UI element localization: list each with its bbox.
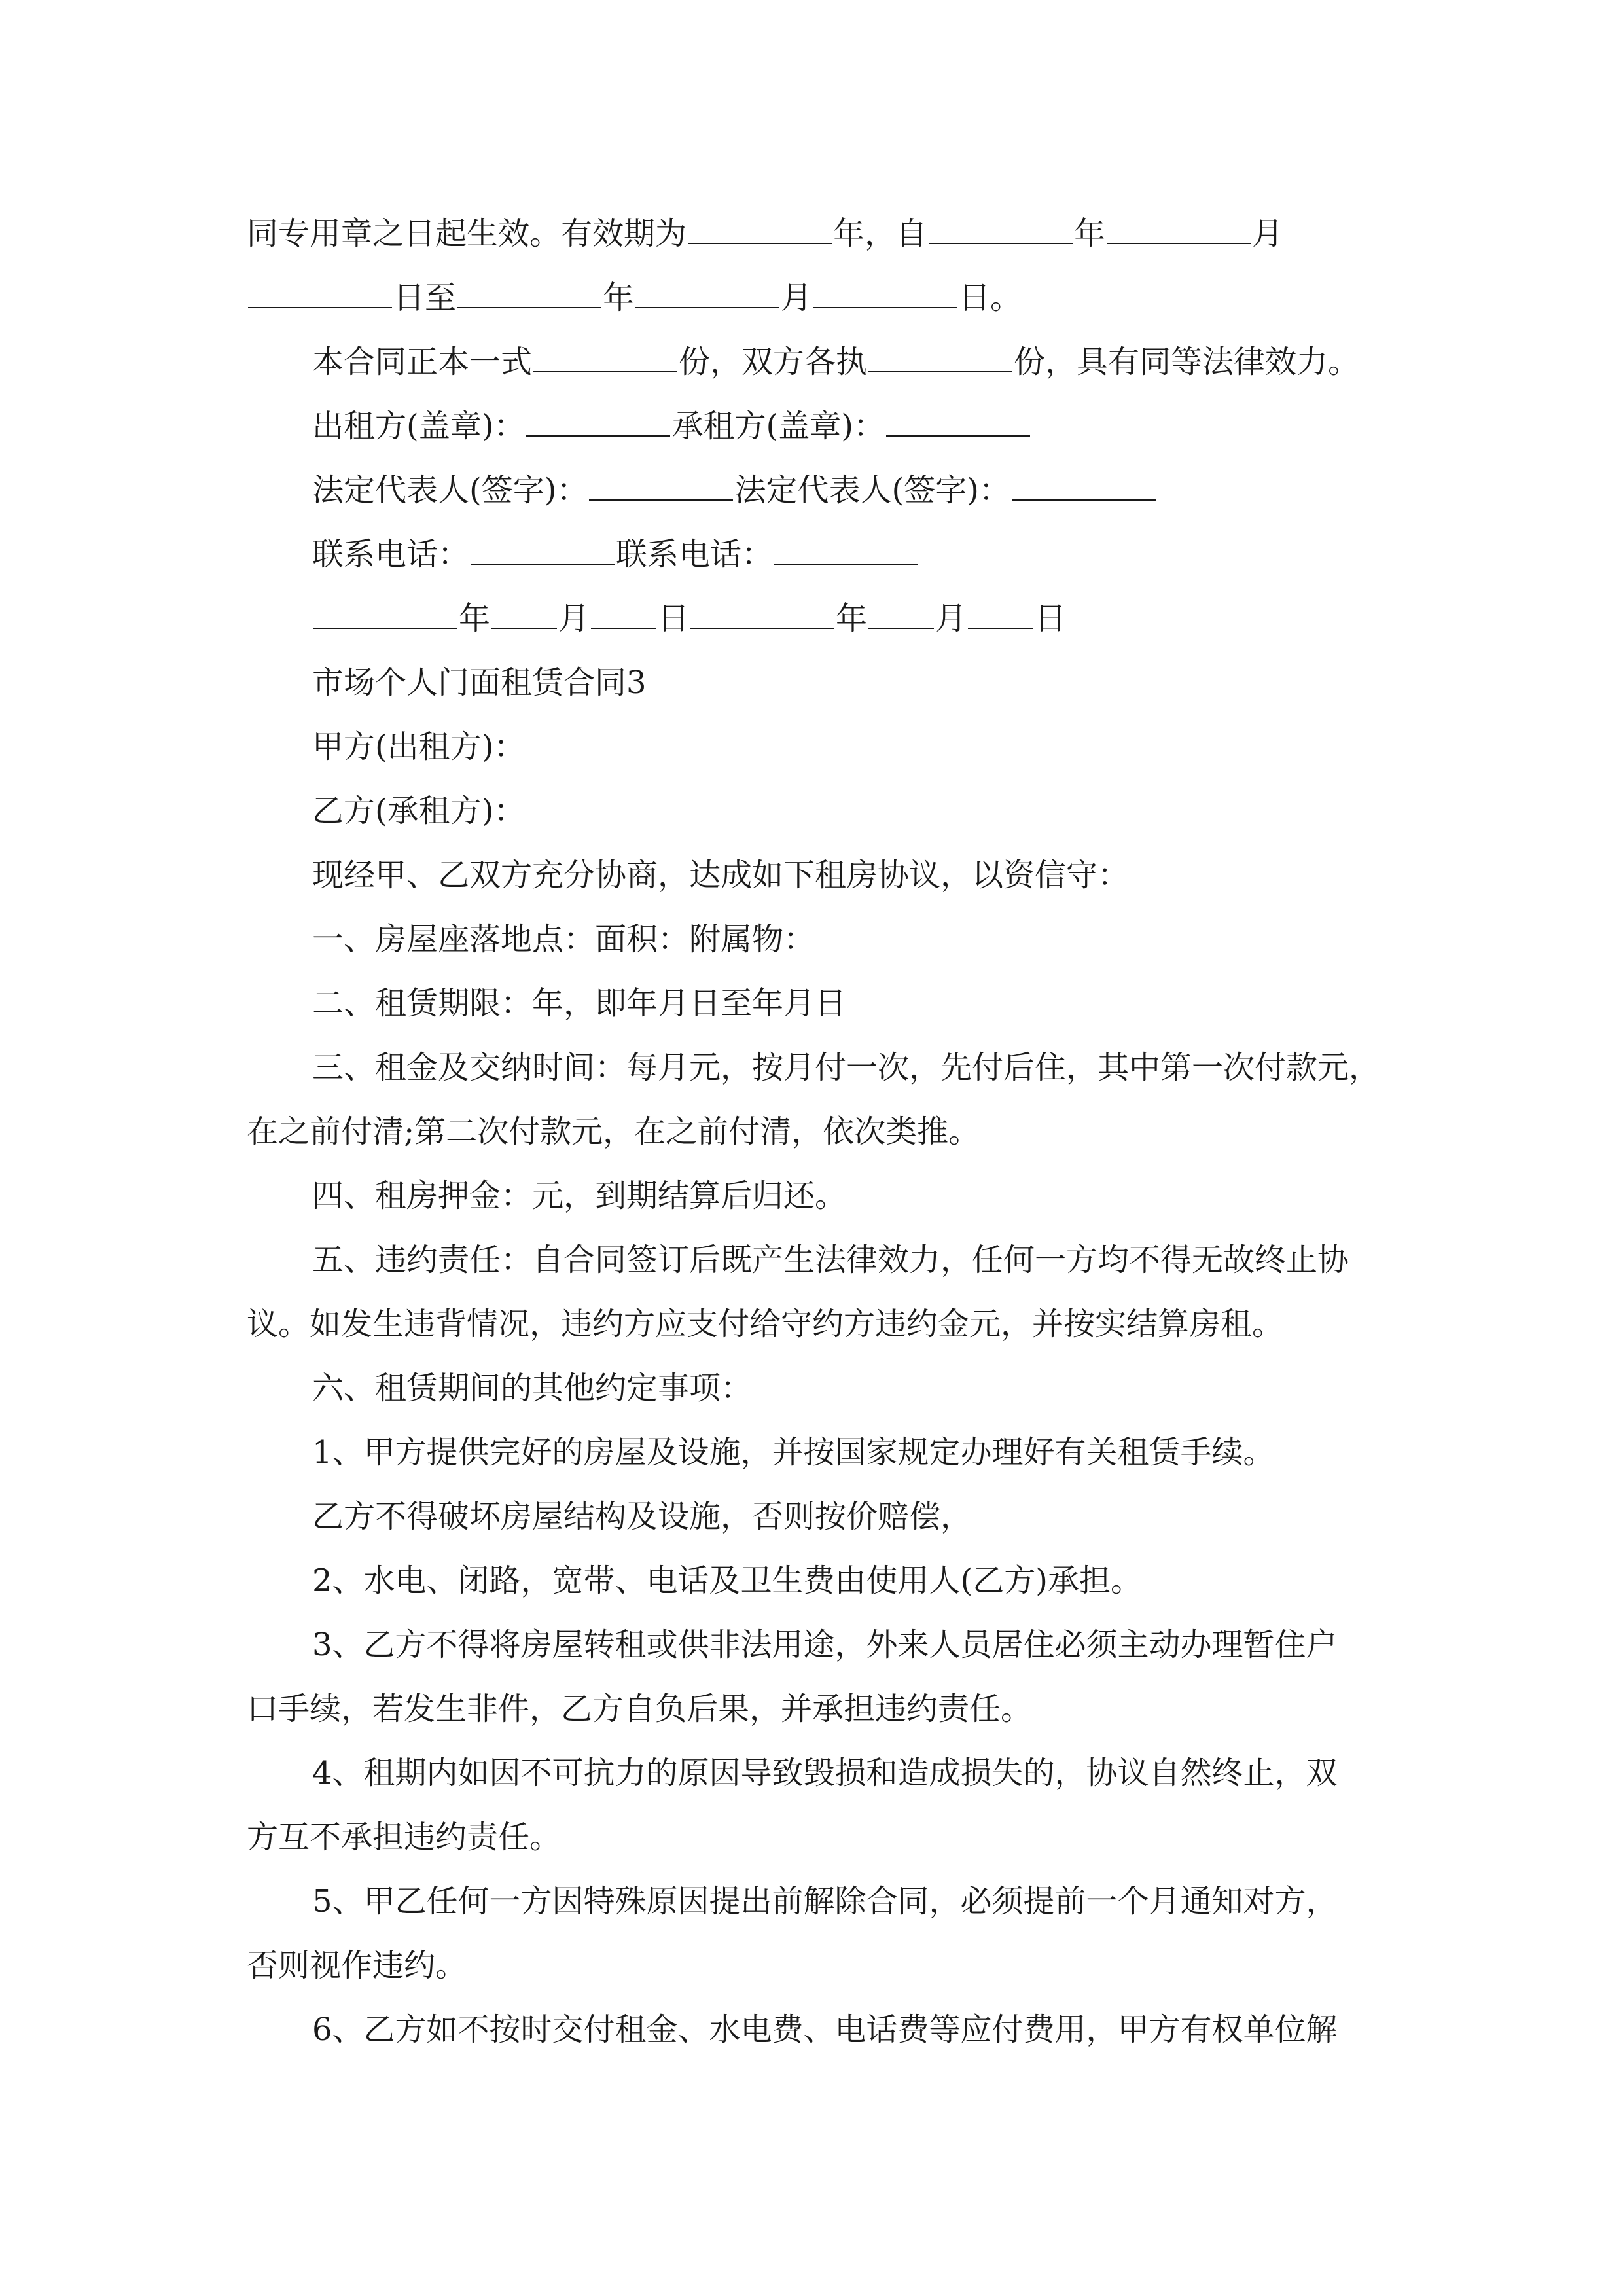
- rep-sign-label-a: 法定代表人(签字)：: [312, 472, 588, 509]
- month-text: 月: [1252, 215, 1284, 252]
- blank-field: [868, 337, 1012, 372]
- blank-field: [813, 273, 957, 308]
- effective-text: 同专用章之日起生效。有效期为: [247, 215, 687, 252]
- copies-text-a: 本合同正本一式: [312, 344, 533, 380]
- blank-field: [688, 209, 832, 244]
- date-day-b: 日: [1035, 600, 1067, 637]
- representative-line: [247, 458, 1384, 522]
- lessor-seal-label: 出租方(盖章)：: [312, 408, 526, 444]
- clause-4: 四、租房押金：元，到期结算后归还。: [312, 1177, 847, 1214]
- copies-text-b: 份，双方各执: [679, 344, 868, 380]
- blank-field: [313, 594, 457, 629]
- party-a-line: 甲方(出租方)：: [312, 728, 526, 765]
- blank-field: [526, 401, 670, 437]
- blank-field: [471, 529, 615, 565]
- phone-label-a: 联系电话：: [312, 536, 470, 573]
- date-month-a: 月: [558, 600, 590, 637]
- copies-line: [247, 330, 1384, 394]
- blank-field: [1107, 209, 1251, 244]
- day-end-text: 日。: [959, 279, 1022, 316]
- item-3-line-1: 3、乙方不得将房屋转租或供非法用途，外来人员居住必须主动办理暂住户: [312, 1626, 1338, 1663]
- date-month-b: 月: [935, 600, 967, 637]
- seal-line: [247, 394, 1384, 458]
- date-day-a: 日: [658, 600, 690, 637]
- blank-field: [968, 594, 1033, 629]
- date-year-a: 年: [459, 600, 491, 637]
- blank-field: [248, 273, 392, 308]
- blank-field: [774, 529, 918, 565]
- item-1b: 乙方不得破坏房屋结构及设施，否则按价赔偿，: [312, 1498, 972, 1535]
- clause-2: 二、租赁期限：年，即年月日至年月日: [312, 985, 847, 1022]
- lessee-seal-label: 承租方(盖章)：: [671, 408, 885, 444]
- month-text-2: 月: [781, 279, 813, 316]
- effective-date-line: [247, 202, 1384, 266]
- item-2: 2、水电、闭路，宽带、电话及卫生费由使用人(乙方)承担。: [312, 1562, 1142, 1599]
- document-body: [247, 202, 1384, 2062]
- year-text-3: 年: [603, 279, 635, 316]
- blank-field: [929, 209, 1073, 244]
- clause-3-line-1: 三、租金及交纳时间：每月元，按月付一次，先付后住，其中第一次付款元，: [312, 1049, 1381, 1086]
- year-text: 年，自: [833, 215, 928, 252]
- blank-field: [868, 594, 934, 629]
- item-6-line-1: 6、乙方如不按时交付租金、水电费、电话费等应付费用，甲方有权单位解: [312, 2011, 1338, 2048]
- item-1: 1、甲方提供完好的房屋及设施，并按国家规定办理好有关租赁手续。: [312, 1434, 1275, 1471]
- clause-6: 六、租赁期间的其他约定事项：: [312, 1370, 753, 1407]
- clause-5-line-2: 议。如发生违背情况，违约方应支付给守约方违约金元，并按实结算房租。: [247, 1306, 1284, 1342]
- item-5-line-2: 否则视作违约。: [247, 1947, 467, 1984]
- item-5-line-1: 5、甲乙任何一方因特殊原因提出前解除合同，必须提前一个月通知对方，: [312, 1883, 1338, 1920]
- blank-field: [690, 594, 834, 629]
- item-3-line-2: 口手续，若发生非件，乙方自负后果，并承担违约责任。: [247, 1691, 1033, 1727]
- contract-title: 市场个人门面租赁合同3: [312, 664, 647, 701]
- blank-field: [635, 273, 779, 308]
- signing-date-line: [247, 586, 1384, 651]
- party-b-line: 乙方(承租方)：: [312, 793, 526, 829]
- copies-text-c: 份，具有同等法律效力。: [1014, 344, 1360, 380]
- rep-sign-label-b: 法定代表人(签字)：: [734, 472, 1010, 509]
- blank-field: [491, 594, 557, 629]
- intro-line: 现经甲、乙双方充分协商，达成如下租房协议，以资信守：: [312, 857, 1130, 893]
- clause-3-line-2: 在之前付清;第二次付款元，在之前付清，依次类推。: [247, 1113, 980, 1150]
- year-text-2: 年: [1074, 215, 1106, 252]
- blank-field: [591, 594, 656, 629]
- item-4-line-2: 方互不承担违约责任。: [247, 1819, 562, 1856]
- item-4-line-1: 4、租期内如因不可抗力的原因导致毁损和造成损失的，协议自然终止，双: [312, 1755, 1338, 1791]
- blank-field: [533, 337, 677, 372]
- blank-field: [589, 465, 733, 501]
- date-range-line: [247, 266, 1384, 330]
- clause-5-line-1: 五、违约责任：自合同签订后既产生法律效力，任何一方均不得无故终止协: [312, 1242, 1349, 1278]
- day-from-text: 日至: [393, 279, 457, 316]
- blank-field: [1012, 465, 1156, 501]
- date-year-b: 年: [836, 600, 868, 637]
- blank-field: [886, 401, 1030, 437]
- phone-line: [247, 522, 1384, 586]
- phone-label-b: 联系电话：: [616, 536, 774, 573]
- blank-field: [457, 273, 601, 308]
- clause-1: 一、房屋座落地点：面积：附属物：: [312, 921, 815, 958]
